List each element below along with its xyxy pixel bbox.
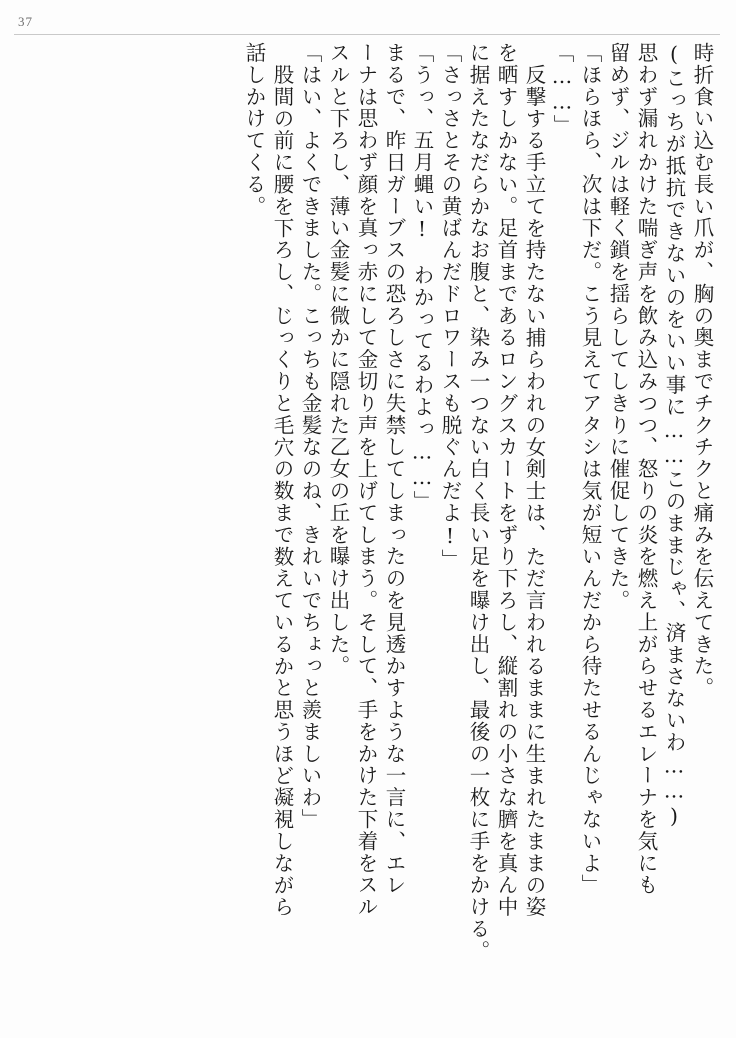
text-line: 「さっさとその黄ばんだドロワースも脱ぐんだよ!」 — [438, 42, 462, 572]
text-line: 反撃する手立てを持たない捕らわれの女剣士は、ただ言われるままに生まれたままの姿 — [522, 64, 546, 919]
text-line: に据えたなだらかなお腹と、染み一つない白く長い足を曝け出し、最後の一枚に手をかける。 — [466, 42, 490, 962]
text-line: 時折食い込む長い爪が、胸の奥までチクチクと痛みを伝えてきた。 — [690, 42, 714, 699]
text-line: 留めず、ジルは軽く鎖を揺らしてしきりに催促してきた。 — [606, 42, 630, 612]
text-line: ーナは思わず顔を真っ赤にして金切り声を上げてしまう。そして、手をかけた下着をスル — [354, 42, 378, 918]
page-body — [24, 42, 712, 1010]
text-line: 話しかけてくる。 — [242, 42, 266, 218]
text-line: 「うっ、五月蝿い! わかってるわよっ……」 — [410, 42, 434, 513]
page-number: 37 — [18, 14, 33, 29]
text-line: まるで、昨日ガーブスの恐ろしさに失禁してしまったのを見透かすような一言に、エレ — [382, 42, 406, 897]
text-line: を晒すしかない。足首まであるロングスカートをずり下ろし、縦割れの小さな臍を真ん中 — [494, 42, 518, 918]
text-line: 「ほらほら、次は下だ。こう見えてアタシは気が短いんだから待たせるんじゃないよ」 — [578, 42, 602, 897]
text-line: 「はい、よくできました。こっちも金髪なのね、きれいでちょっと羨ましいわ」 — [298, 42, 322, 831]
text-line: 「……」 — [550, 42, 574, 137]
text-line: スルと下ろし、薄い金髪に微かに隠れた乙女の丘を曝け出した。 — [326, 42, 350, 678]
header-rule — [14, 34, 720, 35]
text-line: 股間の前に腰を下ろし、じっくりと毛穴の数まで数えているかと思うほど凝視しながら — [270, 64, 294, 919]
text-line: (こっちが抵抗できないのをいい事に……このままじゃ、済まさないわ……) — [662, 42, 686, 830]
text-line: 思わず漏れかけた喘ぎ声を飲み込みつつ、怒りの炎を燃え上がらせるエレーナを気にも — [634, 42, 658, 897]
